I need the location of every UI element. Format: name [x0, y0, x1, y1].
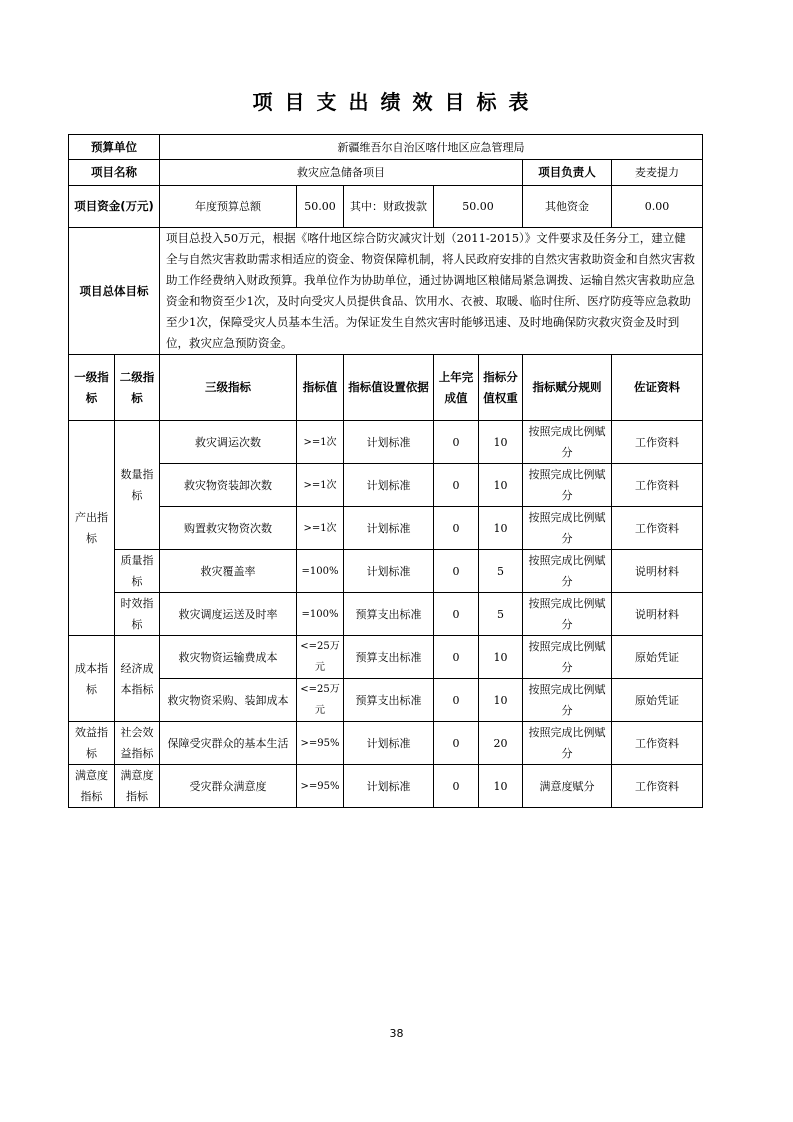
evidence: 工作资料	[612, 765, 703, 808]
header-value: 指标值	[297, 355, 344, 421]
scoring-rule: 按照完成比例赋分	[523, 550, 612, 593]
table-row	[69, 765, 703, 808]
indicator-value: >=1次	[297, 507, 344, 550]
indicator-basis: 计划标准	[344, 722, 434, 765]
header-basis: 指标值设置依据	[344, 355, 434, 421]
annual-budget-label: 年度预算总额	[160, 186, 297, 228]
last-year-value: 0	[434, 593, 479, 636]
evidence: 说明材料	[612, 550, 703, 593]
fiscal-allocation-label: 其中：财政拨款	[344, 186, 434, 228]
annual-budget-value: 50.00	[297, 186, 344, 228]
page-title: 项目支出绩效目标表	[252, 90, 541, 114]
fiscal-allocation-value: 50.00	[434, 186, 523, 228]
funding-label: 项目资金(万元)	[69, 186, 160, 228]
project-name-label: 项目名称	[69, 160, 160, 186]
indicator-weight: 5	[479, 593, 523, 636]
indicator-basis: 计划标准	[344, 550, 434, 593]
scoring-rule: 按照完成比例赋分	[523, 421, 612, 464]
table-row	[69, 421, 703, 464]
indicator-basis: 计划标准	[344, 765, 434, 808]
level3-indicator: 保障受灾群众的基本生活	[160, 722, 297, 765]
level1-indicator: 满意度指标	[69, 765, 115, 808]
level2-indicator: 时效指标	[115, 593, 160, 636]
evidence: 工作资料	[612, 464, 703, 507]
overall-goal-text: 项目总投入50万元，根据《喀什地区综合防灾减灾计划（2011-2015）》文件要求及任务分工，建立健全与自然灾害救助需求相适应的资金、物资保障机制，将人民政府安排的自然灾害救助资金和自然灾害救助工作经费纳入财政预算。我单位作为协助单位，通过协调地区粮储局紧急调拨、运输自然灾害救助应急资金和物资至少1次，及时向受灾人员提供食品、饮用水、衣被、取暖、临时住所、医疗防疫等应急救助至少1次，保障受灾人员基本生活。为保证发生自然灾害时能够迅速、及时地确保防灾救灾资金及时到位，救灾应急预防资金。	[160, 228, 703, 355]
evidence: 原始凭证	[612, 636, 703, 679]
performance-target-table	[68, 134, 703, 808]
last-year-value: 0	[434, 464, 479, 507]
last-year-value: 0	[434, 507, 479, 550]
scoring-rule: 满意度赋分	[523, 765, 612, 808]
project-manager-label: 项目负责人	[523, 160, 612, 186]
scoring-rule: 按照完成比例赋分	[523, 679, 612, 722]
evidence: 工作资料	[612, 722, 703, 765]
table-row	[69, 550, 703, 593]
indicator-basis: 预算支出标准	[344, 593, 434, 636]
table-row	[69, 464, 703, 507]
indicator-weight: 10	[479, 421, 523, 464]
header-rule: 指标赋分规则	[523, 355, 612, 421]
project-name-value: 救灾应急储备项目	[160, 160, 523, 186]
indicator-value: >=95%	[297, 765, 344, 808]
scoring-rule: 按照完成比例赋分	[523, 593, 612, 636]
level3-indicator: 救灾物资运输费成本	[160, 636, 297, 679]
evidence: 原始凭证	[612, 679, 703, 722]
indicator-weight: 20	[479, 722, 523, 765]
indicator-weight: 10	[479, 507, 523, 550]
indicator-basis: 预算支出标准	[344, 636, 434, 679]
last-year-value: 0	[434, 722, 479, 765]
level3-indicator: 购置救灾物资次数	[160, 507, 297, 550]
last-year-value: 0	[434, 636, 479, 679]
indicator-basis: 计划标准	[344, 507, 434, 550]
table-row	[69, 722, 703, 765]
last-year-value: 0	[434, 550, 479, 593]
level1-indicator: 产出指标	[69, 421, 115, 636]
other-funds-value: 0.00	[612, 186, 703, 228]
indicator-value: >=1次	[297, 464, 344, 507]
table-row	[69, 636, 703, 679]
table-row	[69, 593, 703, 636]
table-row	[69, 507, 703, 550]
indicator-value: >=95%	[297, 722, 344, 765]
header-last-year: 上年完成值	[434, 355, 479, 421]
indicator-basis: 计划标准	[344, 421, 434, 464]
level3-indicator: 受灾群众满意度	[160, 765, 297, 808]
header-weight: 指标分值权重	[479, 355, 523, 421]
budget-unit-label: 预算单位	[69, 135, 160, 160]
indicator-value: <=25万元	[297, 679, 344, 722]
indicator-weight: 10	[479, 636, 523, 679]
level3-indicator: 救灾调度运送及时率	[160, 593, 297, 636]
level2-indicator: 数量指标	[115, 421, 160, 550]
last-year-value: 0	[434, 421, 479, 464]
budget-unit-value: 新疆维吾尔自治区喀什地区应急管理局	[160, 135, 703, 160]
indicator-basis: 预算支出标准	[344, 679, 434, 722]
level2-indicator: 满意度指标	[115, 765, 160, 808]
level1-indicator: 效益指标	[69, 722, 115, 765]
indicator-value: =100%	[297, 593, 344, 636]
level2-indicator: 质量指标	[115, 550, 160, 593]
header-evidence: 佐证资料	[612, 355, 703, 421]
level3-indicator: 救灾物资采购、装卸成本	[160, 679, 297, 722]
level3-indicator: 救灾物资装卸次数	[160, 464, 297, 507]
level1-indicator: 成本指标	[69, 636, 115, 722]
indicator-weight: 10	[479, 464, 523, 507]
indicator-basis: 计划标准	[344, 464, 434, 507]
indicator-weight: 10	[479, 765, 523, 808]
indicator-value: >=1次	[297, 421, 344, 464]
overall-goal-label: 项目总体目标	[69, 228, 160, 355]
header-level3: 三级指标	[160, 355, 297, 421]
last-year-value: 0	[434, 679, 479, 722]
indicator-weight: 10	[479, 679, 523, 722]
other-funds-label: 其他资金	[523, 186, 612, 228]
level2-indicator: 经济成本指标	[115, 636, 160, 722]
evidence: 工作资料	[612, 421, 703, 464]
level2-indicator: 社会效益指标	[115, 722, 160, 765]
level3-indicator: 救灾调运次数	[160, 421, 297, 464]
evidence: 说明材料	[612, 593, 703, 636]
scoring-rule: 按照完成比例赋分	[523, 507, 612, 550]
header-level1: 一级指标	[69, 355, 115, 421]
scoring-rule: 按照完成比例赋分	[523, 636, 612, 679]
evidence: 工作资料	[612, 507, 703, 550]
indicator-value: =100%	[297, 550, 344, 593]
scoring-rule: 按照完成比例赋分	[523, 464, 612, 507]
indicator-value: <=25万元	[297, 636, 344, 679]
indicator-weight: 5	[479, 550, 523, 593]
table-row	[69, 679, 703, 722]
project-manager-value: 麦麦提力	[612, 160, 703, 186]
page-number: 38	[389, 1027, 404, 1040]
header-level2: 二级指标	[115, 355, 160, 421]
last-year-value: 0	[434, 765, 479, 808]
scoring-rule: 按照完成比例赋分	[523, 722, 612, 765]
level3-indicator: 救灾覆盖率	[160, 550, 297, 593]
